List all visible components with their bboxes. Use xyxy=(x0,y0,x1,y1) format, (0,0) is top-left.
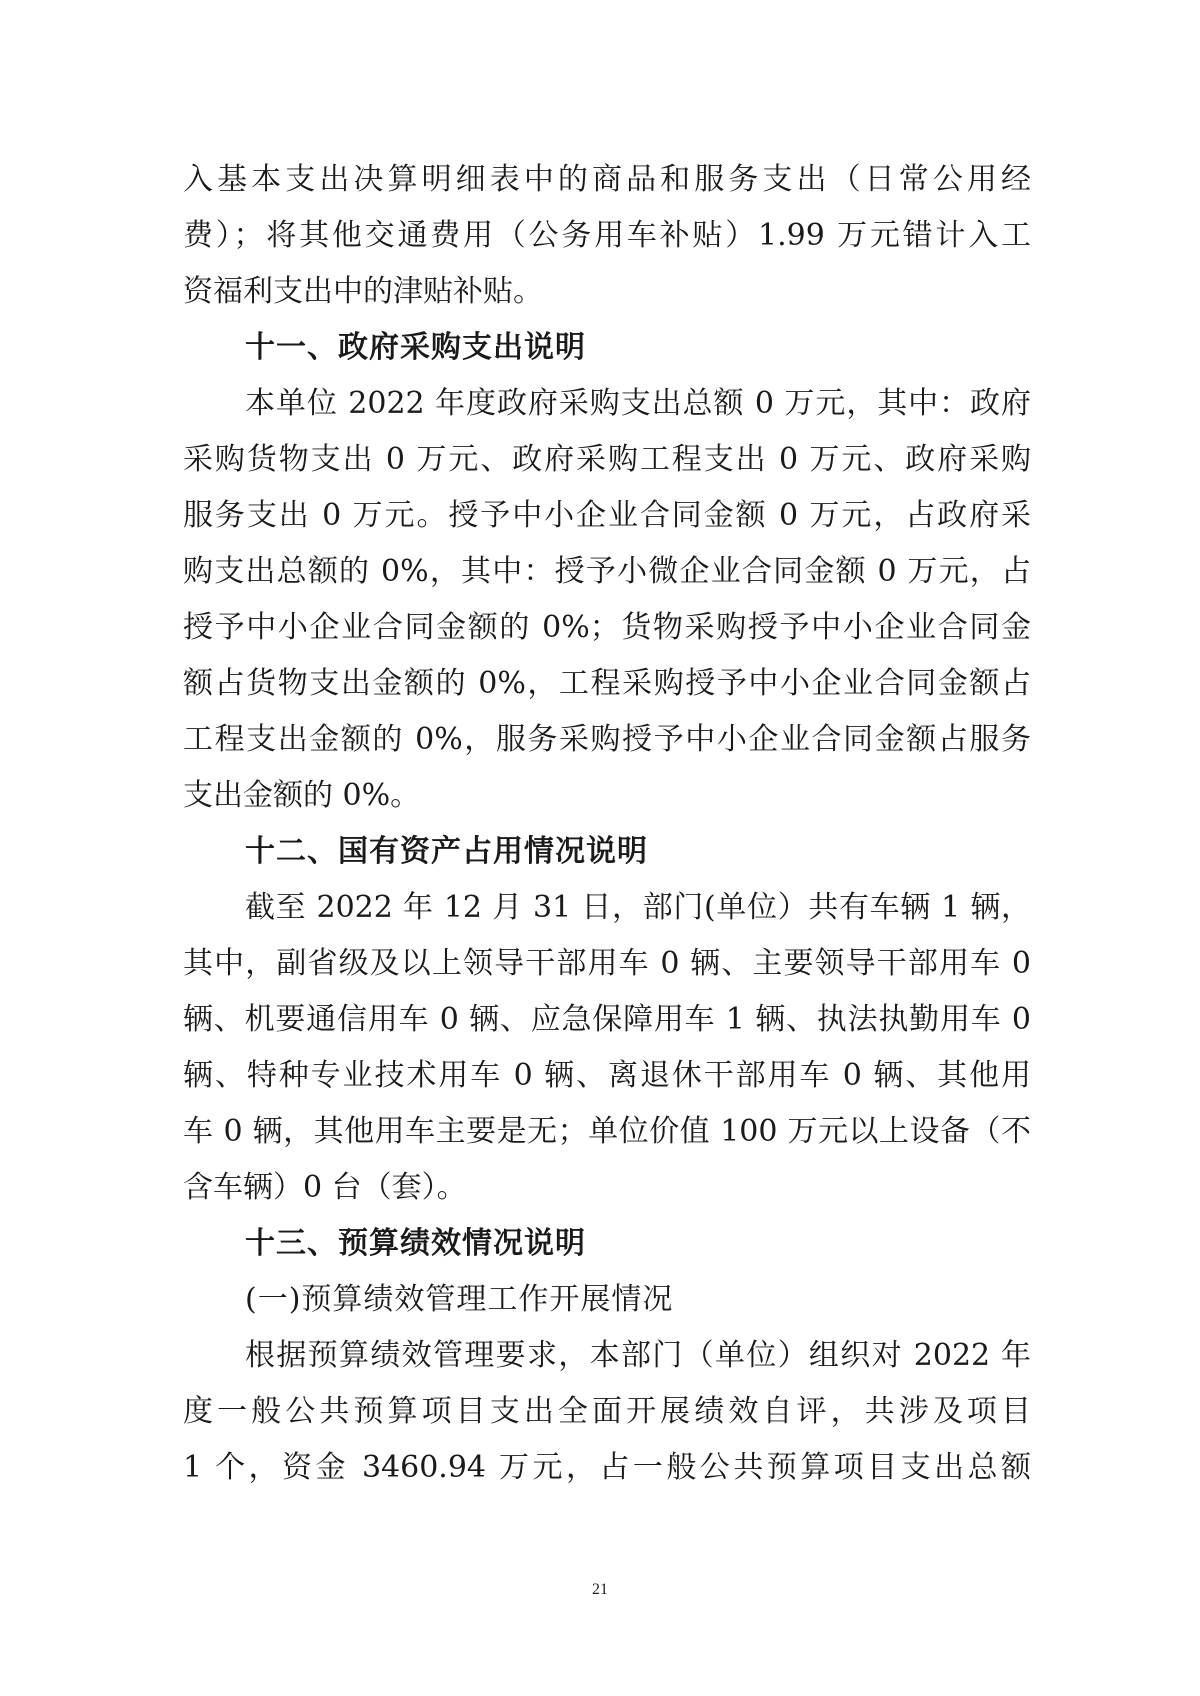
subsection-heading: (一)预算绩效管理工作开展情况 xyxy=(245,1282,674,1317)
text-line: 1 个，资金 3460.94 万元，占一般公共预算项目支出总额 xyxy=(183,1450,1031,1485)
text-line: 本单位 2022 年度政府采购支出总额 0 万元，其中：政府 xyxy=(245,386,1031,421)
section-heading-12: 十二、国有资产占用情况说明 xyxy=(245,834,648,869)
section-heading-11: 十一、政府采购支出说明 xyxy=(245,330,586,365)
text-line: 截至 2022 年 12 月 31 日，部门(单位）共有车辆 1 辆， xyxy=(245,890,1031,925)
text-line: 购支出总额的 0%，其中：授予小微企业合同金额 0 万元，占 xyxy=(183,554,1031,589)
text-line: 根据预算绩效管理要求，本部门（单位）组织对 2022 年 xyxy=(245,1338,1031,1373)
text-line: 其中，副省级及以上领导干部用车 0 辆、主要领导干部用车 0 xyxy=(183,946,1031,981)
text-line: 入基本支出决算明细表中的商品和服务支出（日常公用经 xyxy=(183,162,1031,197)
page-number: 21 xyxy=(592,1581,608,1598)
text-line: 支出金额的 0%。 xyxy=(183,778,421,813)
text-line: 资福利支出中的津贴补贴。 xyxy=(183,274,543,309)
text-line: 费）；将其他交通费用（公务用车补贴）1.99 万元错计入工 xyxy=(183,218,1031,253)
text-line: 含车辆）0 台（套）。 xyxy=(183,1170,467,1205)
text-line: 工程支出金额的 0%，服务采购授予中小企业合同金额占服务 xyxy=(183,722,1031,757)
text-line: 辆、特种专业技术用车 0 辆、离退休干部用车 0 辆、其他用 xyxy=(183,1058,1031,1093)
document-body xyxy=(183,152,1031,1496)
section-heading-13: 十三、预算绩效情况说明 xyxy=(245,1226,586,1261)
text-line: 授予中小企业合同金额的 0%；货物采购授予中小企业合同金 xyxy=(183,610,1031,645)
text-line: 额占货物支出金额的 0%，工程采购授予中小企业合同金额占 xyxy=(183,666,1031,701)
text-line: 辆、机要通信用车 0 辆、应急保障用车 1 辆、执法执勤用车 0 xyxy=(183,1002,1031,1037)
text-line: 采购货物支出 0 万元、政府采购工程支出 0 万元、政府采购 xyxy=(183,442,1031,477)
text-line: 度一般公共预算项目支出全面开展绩效自评，共涉及项目 xyxy=(183,1394,1031,1429)
text-line: 车 0 辆，其他用车主要是无；单位价值 100 万元以上设备（不 xyxy=(183,1114,1031,1149)
text-line: 服务支出 0 万元。授予中小企业合同金额 0 万元，占政府采 xyxy=(183,498,1031,533)
